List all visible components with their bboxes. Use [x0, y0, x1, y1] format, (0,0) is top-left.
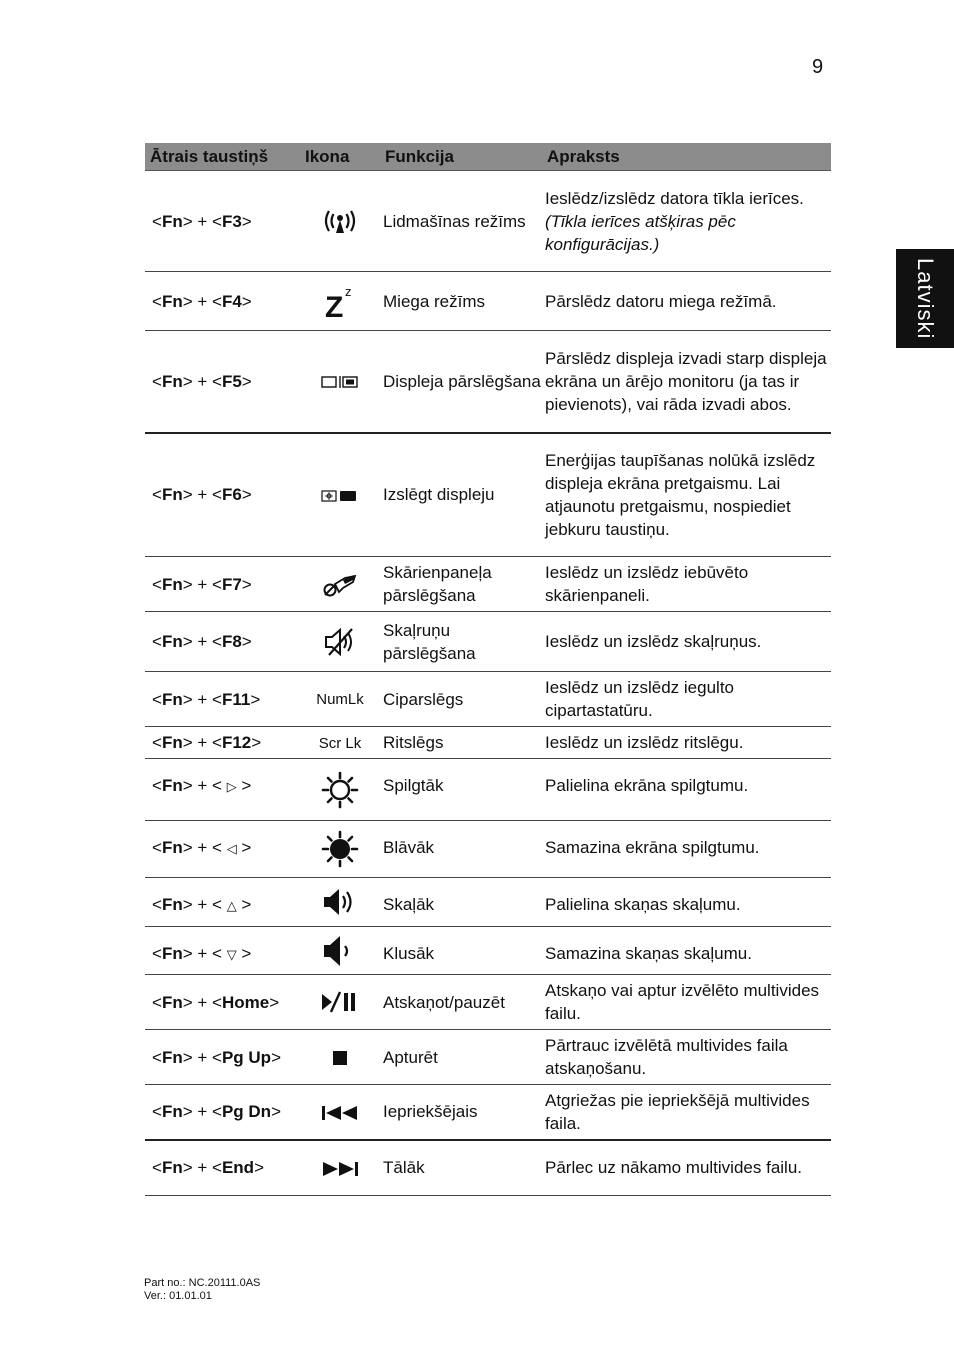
- icon-cell: [300, 557, 380, 612]
- arrow-key: ▽: [226, 947, 237, 962]
- header-hotkey: Ātrais taustiņš: [145, 143, 300, 171]
- svg-text:z: z: [345, 284, 352, 299]
- description-text: Palielina skaņas skaļumu.: [545, 895, 741, 914]
- fn-key: Fn: [161, 1158, 183, 1178]
- hotkey-cell: <Fn> + <F5>: [145, 331, 300, 433]
- description-cell: [542, 878, 831, 927]
- function-cell: Displeja pārslēgšana: [380, 331, 542, 433]
- hotkey-cell: <Fn> + <F4>: [145, 272, 300, 331]
- key-pg-dn: Pg Dn: [221, 1102, 272, 1122]
- fn-key: Fn: [161, 211, 183, 231]
- description-cell: [542, 1030, 831, 1085]
- hotkey-cell: <Fn> + <F6>: [145, 433, 300, 557]
- icon-cell: [300, 975, 380, 1030]
- version: Ver.: 01.01.01: [144, 1290, 212, 1302]
- icon-cell: [300, 759, 380, 821]
- function-cell: Skaļruņu pārslēgšana: [380, 612, 542, 672]
- icon-cell: [300, 672, 380, 727]
- fn-key: Fn: [161, 632, 183, 651]
- description-cell: [542, 727, 831, 759]
- part-number: Part no.: NC.20111.0AS: [144, 1277, 261, 1289]
- function-cell: Lidmašīnas režīms: [380, 171, 542, 272]
- description-text: Ieslēdz/izslēdz datora tīkla ierīces.: [545, 188, 804, 208]
- hotkey-cell: <Fn> + <F8>: [145, 612, 300, 672]
- icon-cell: [300, 331, 380, 433]
- description-cell: [542, 557, 831, 612]
- speaker-mute-icon: [323, 631, 357, 650]
- icon-cell: [300, 171, 380, 272]
- key-pg-up: Pg Up: [221, 1047, 272, 1067]
- hotkey-cell: <Fn> + <Pg Up>: [145, 1030, 300, 1085]
- fn-key: Fn: [161, 371, 183, 391]
- table-row: [145, 878, 831, 927]
- table-row: [145, 1030, 831, 1085]
- fn-key: Fn: [161, 776, 183, 795]
- function-cell: Ciparslēgs: [380, 672, 542, 727]
- language-tab-label: Latviski: [913, 257, 938, 340]
- table-row: [145, 1085, 831, 1140]
- fn-key: Fn: [161, 1102, 183, 1122]
- language-tab: [896, 249, 954, 348]
- svg-text:Z: Z: [325, 291, 344, 320]
- table-header-row: [145, 143, 831, 171]
- hotkey-cell: <Fn> + <Home>: [145, 975, 300, 1030]
- hotkey-cell: <Fn> + <End>: [145, 1140, 300, 1196]
- header-description: Apraksts: [542, 143, 831, 171]
- table-row: [145, 557, 831, 612]
- next-icon: [321, 1158, 359, 1177]
- description-text: Pārslēdz displeja izvadi starp displeja ekrāna un ārējo monitoru (ja tas ir pievienots), vai rāda izvadi abos.: [545, 348, 827, 414]
- key-f3: F3: [221, 211, 242, 231]
- table-row: [145, 612, 831, 672]
- function-cell: Ritslēgs: [380, 727, 542, 759]
- fn-key: Fn: [161, 485, 183, 505]
- table-row: [145, 821, 831, 878]
- function-cell: Atskaņot/pauzēt: [380, 975, 542, 1030]
- description-text: Ieslēdz un izslēdz skaļruņus.: [545, 632, 762, 651]
- icon-cell: [300, 1140, 380, 1196]
- table-row: [145, 727, 831, 759]
- icon-cell: [300, 272, 380, 331]
- key-home: Home: [221, 992, 270, 1012]
- description-text: Pārtrauc izvēlētā multivides faila atskaņošanu.: [545, 1036, 788, 1078]
- fn-key: Fn: [161, 838, 183, 857]
- description-text: Samazina ekrāna spilgtumu.: [545, 838, 760, 857]
- function-cell: Skārienpaneļa pārslēgšana: [380, 557, 542, 612]
- wireless-icon: [321, 210, 359, 229]
- description-cell: [542, 171, 831, 272]
- table-row: [145, 272, 831, 331]
- hotkey-cell: <Fn> + < ▽ >: [145, 927, 300, 975]
- fn-key: Fn: [161, 992, 183, 1012]
- arrow-key: ◁: [226, 841, 237, 856]
- description-cell: [542, 672, 831, 727]
- table-row: [145, 975, 831, 1030]
- table-row: [145, 433, 831, 557]
- hotkey-cell: <Fn> + < ◁ >: [145, 821, 300, 878]
- description-cell: [542, 433, 831, 557]
- description-cell: [542, 331, 831, 433]
- icon-label: Scr Lk: [318, 734, 362, 752]
- fn-key: Fn: [161, 574, 183, 594]
- sleep-icon: [323, 284, 357, 320]
- brightness-up-icon: [321, 779, 359, 798]
- fn-key: Fn: [161, 733, 183, 752]
- key-f4: F4: [221, 291, 242, 311]
- fn-key: Fn: [161, 689, 183, 709]
- stop-icon: [332, 1048, 348, 1067]
- function-cell: Iepriekšējais: [380, 1085, 542, 1140]
- icon-cell: [300, 878, 380, 927]
- description-cell: [542, 821, 831, 878]
- display-off-icon: [321, 485, 359, 504]
- description-text: Pārslēdz datoru miega režīmā.: [545, 291, 777, 311]
- function-cell: Tālāk: [380, 1140, 542, 1196]
- table-row: [145, 759, 831, 821]
- table-row: [145, 171, 831, 272]
- volume-down-icon: [322, 940, 358, 959]
- description-cell: [542, 272, 831, 331]
- table-row: [145, 1140, 831, 1196]
- touchpad-toggle-icon: [321, 573, 359, 592]
- fn-key: Fn: [161, 291, 183, 311]
- previous-icon: [321, 1102, 359, 1121]
- icon-cell: [300, 433, 380, 557]
- description-text: Pārlec uz nākamo multivides failu.: [545, 1158, 803, 1178]
- description-cell: [542, 1140, 831, 1196]
- fn-key: Fn: [161, 1047, 183, 1067]
- hotkey-cell: <Fn> + <F11>: [145, 672, 300, 727]
- description-text: Ieslēdz un izslēdz iegulto cipartastatūru.: [545, 678, 735, 720]
- icon-cell: [300, 1030, 380, 1085]
- description-text: Ieslēdz un izslēdz iebūvēto skārienpaneli.: [545, 563, 749, 605]
- description-text: Enerģijas taupīšanas nolūkā izslēdz displeja ekrāna pretgaismu. Lai atjaunotu pretgaismu, nospiediet jebkuru taustiņu.: [545, 450, 816, 539]
- description-text: Ieslēdz un izslēdz ritslēgu.: [545, 733, 744, 752]
- icon-cell: [300, 612, 380, 672]
- key-f12: F12: [221, 733, 252, 752]
- display-toggle-icon: [321, 372, 359, 391]
- hotkey-cell: <Fn> + <F12>: [145, 727, 300, 759]
- key-f5: F5: [221, 371, 242, 391]
- hotkey-cell: <Fn> + <Pg Dn>: [145, 1085, 300, 1140]
- description-text: Atgriežas pie iepriekšējā multivides faila.: [545, 1090, 810, 1133]
- page-number: 9: [812, 56, 824, 78]
- function-cell: Klusāk: [380, 927, 542, 975]
- header-function: Funkcija: [380, 143, 542, 171]
- key-f8: F8: [221, 632, 242, 651]
- function-cell: Skaļāk: [380, 878, 542, 927]
- footer: [144, 1277, 260, 1303]
- icon-cell: [300, 927, 380, 975]
- description-cell: [542, 975, 831, 1030]
- table-row: [145, 927, 831, 975]
- description-cell: [542, 759, 831, 821]
- fn-key: Fn: [161, 944, 183, 963]
- icon-label: NumLk: [316, 691, 364, 708]
- brightness-down-icon: [321, 838, 359, 857]
- function-cell: Miega režīms: [380, 272, 542, 331]
- hotkey-cell: <Fn> + < ▷ >: [145, 759, 300, 821]
- function-cell: Spilgtāk: [380, 759, 542, 821]
- function-cell: Blāvāk: [380, 821, 542, 878]
- description-text: Palielina ekrāna spilgtumu.: [545, 776, 749, 795]
- fn-key: Fn: [161, 895, 183, 914]
- table-row: [145, 331, 831, 433]
- table-row: [145, 672, 831, 727]
- arrow-key: △: [226, 898, 237, 913]
- description-cell: [542, 612, 831, 672]
- icon-cell: [300, 821, 380, 878]
- function-cell: Apturēt: [380, 1030, 542, 1085]
- hotkey-cell: <Fn> + < △ >: [145, 878, 300, 927]
- description-cell: [542, 1085, 831, 1140]
- key-end: End: [221, 1158, 255, 1178]
- hotkey-table: [145, 143, 831, 1196]
- volume-up-icon: [322, 891, 358, 910]
- hotkey-cell: <Fn> + <F3>: [145, 171, 300, 272]
- arrow-key: ▷: [226, 779, 237, 794]
- key-f6: F6: [221, 485, 242, 505]
- icon-cell: [300, 1085, 380, 1140]
- description-note: (Tīkla ierīces atšķiras pēc konfigurācijas.): [545, 211, 736, 254]
- key-f7: F7: [221, 574, 242, 594]
- function-cell: Izslēgt displeju: [380, 433, 542, 557]
- header-icon: Ikona: [300, 143, 380, 171]
- description-cell: [542, 927, 831, 975]
- play-pause-icon: [320, 992, 360, 1011]
- description-text: Samazina skaņas skaļumu.: [545, 944, 752, 963]
- description-text: Atskaņo vai aptur izvēlēto multivides failu.: [545, 981, 820, 1023]
- icon-cell: [300, 727, 380, 759]
- key-f11: F11: [221, 689, 251, 709]
- hotkey-cell: <Fn> + <F7>: [145, 557, 300, 612]
